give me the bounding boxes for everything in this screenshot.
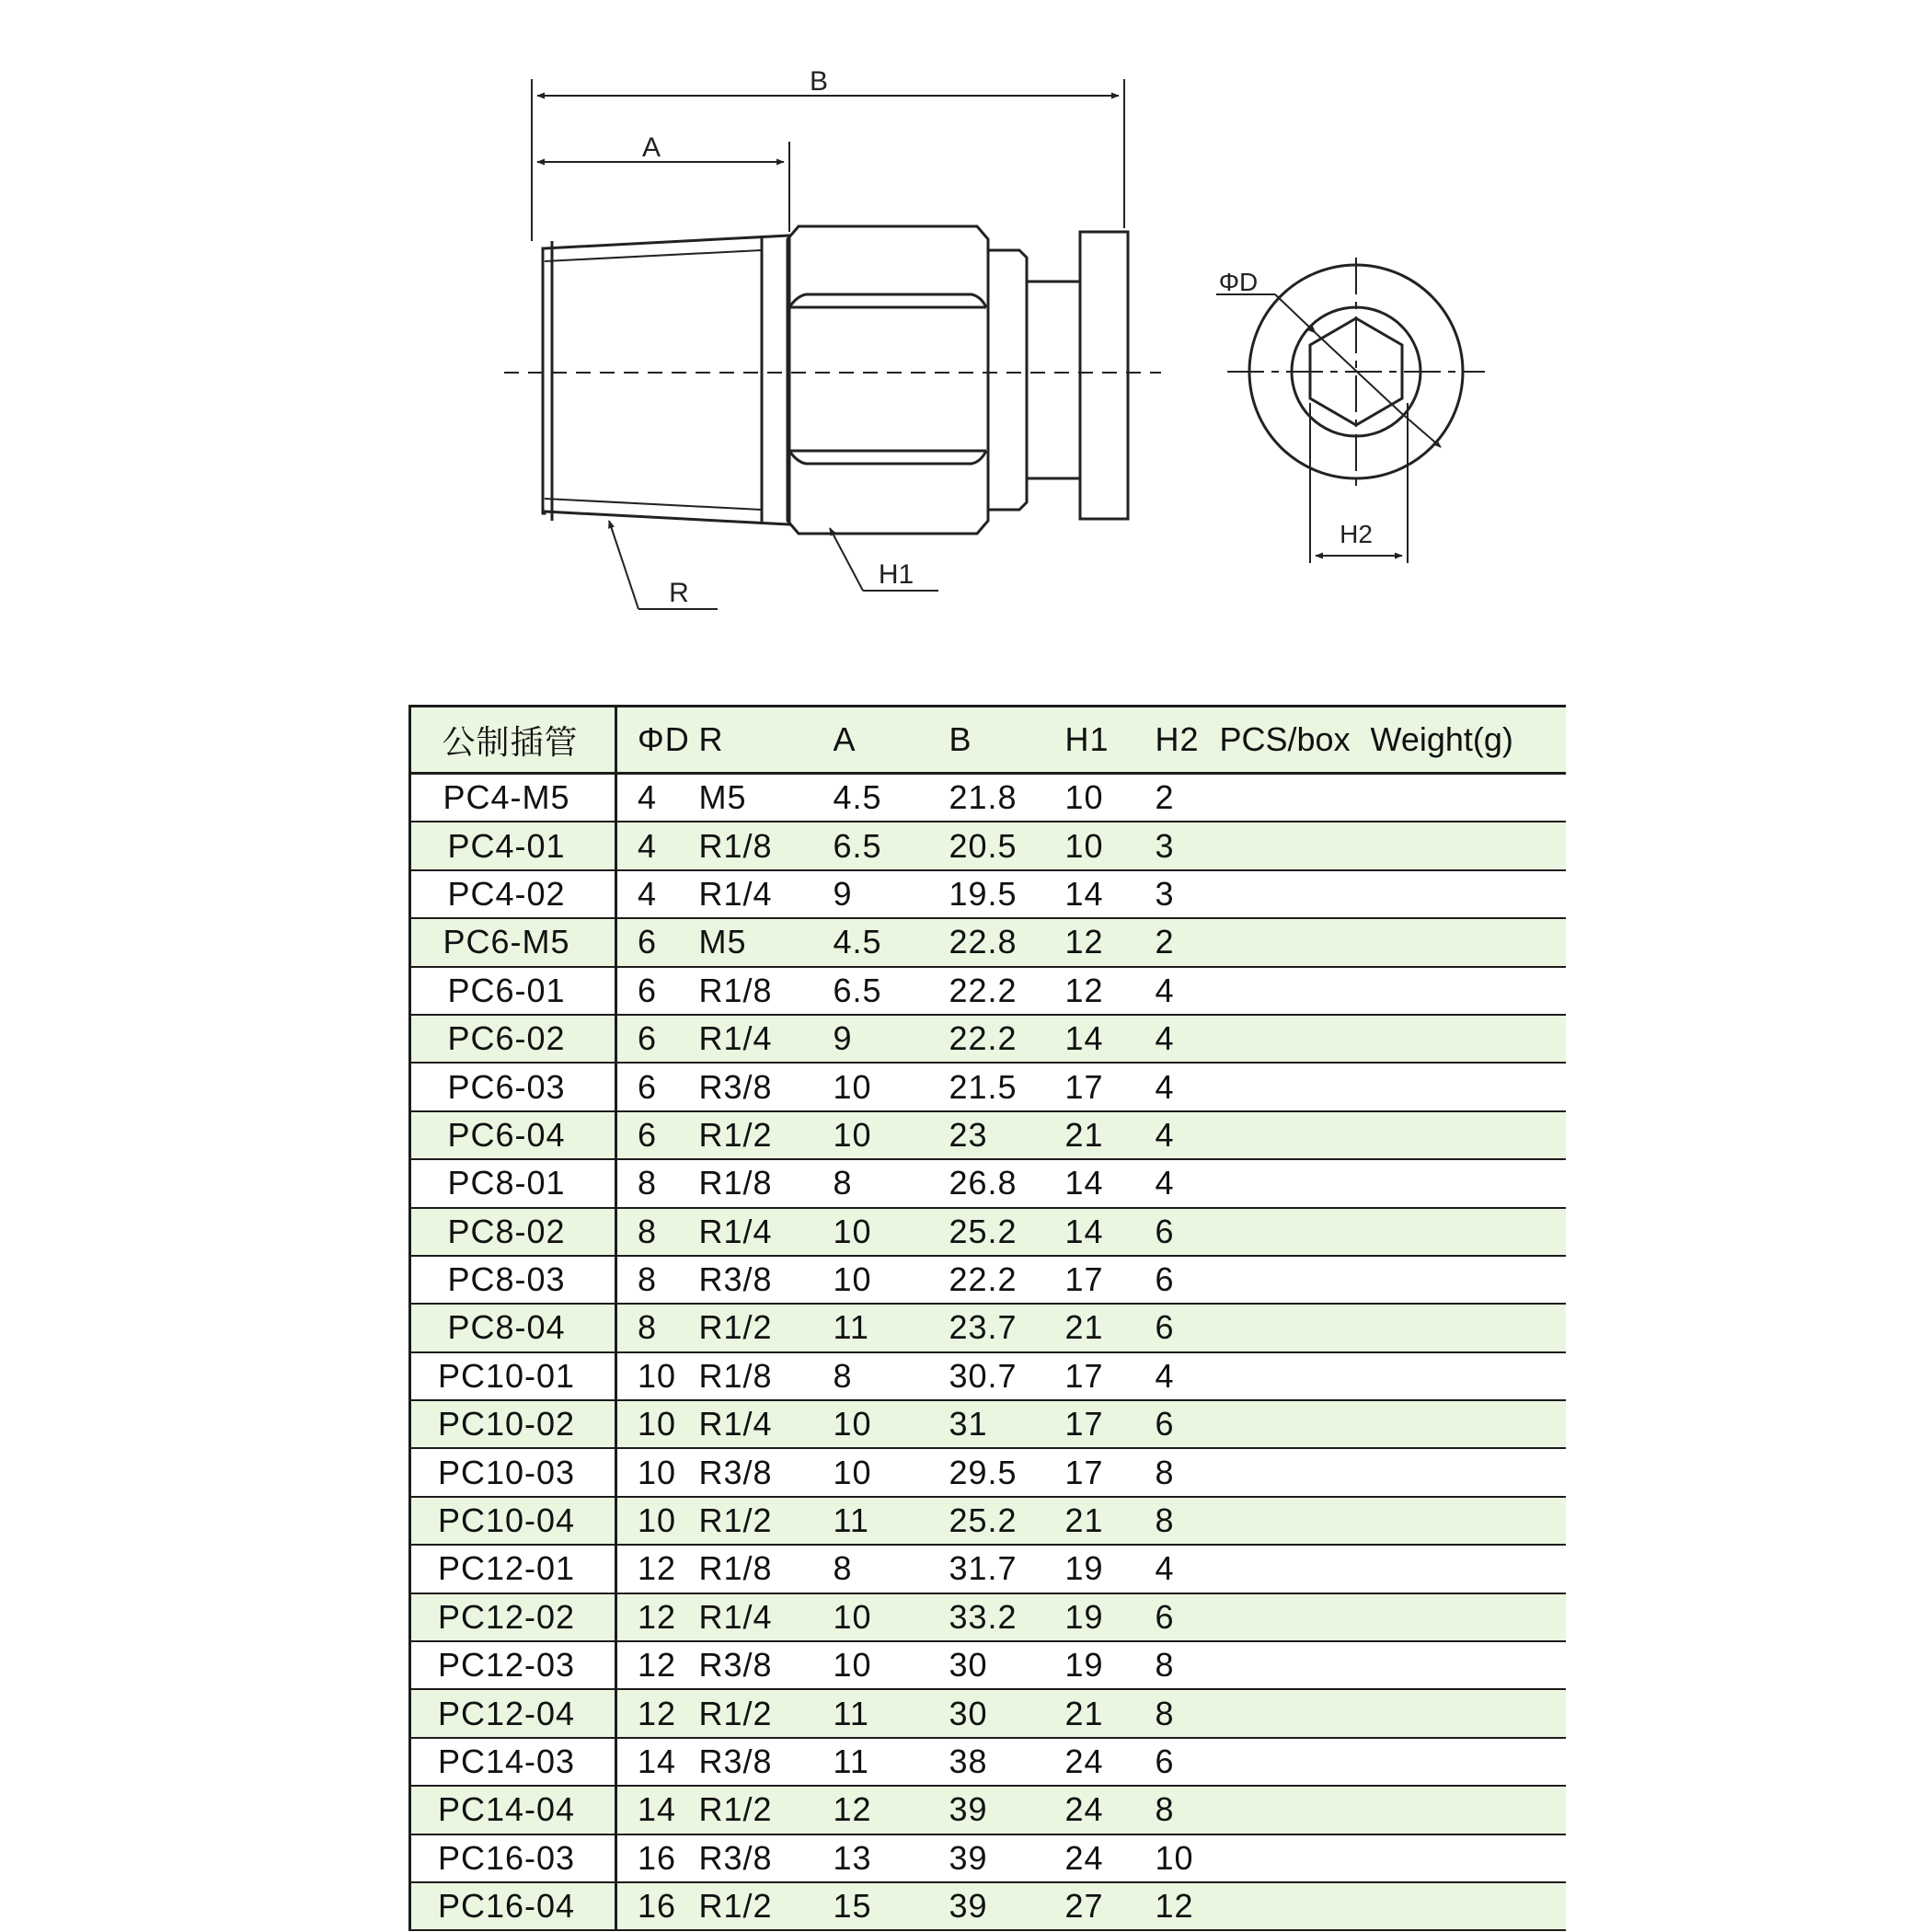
table-row: [410, 1689, 1566, 1737]
cell-phi-d: 8: [616, 1304, 699, 1351]
cell-pcs-box: [1220, 1882, 1371, 1930]
cell-h2: 4: [1156, 1015, 1220, 1063]
cell-r: R3/8: [699, 1834, 834, 1882]
cell-a: 8: [834, 1545, 949, 1593]
cell-a: 11: [834, 1689, 949, 1737]
cell-pcs-box: [1220, 1015, 1371, 1063]
cell-r: R1/2: [699, 1786, 834, 1834]
header-weight: Weight(g): [1371, 707, 1566, 774]
cell-weight: [1371, 822, 1566, 869]
cell-model: PC10-01: [410, 1352, 616, 1400]
cell-b: 22.2: [949, 1015, 1065, 1063]
cell-h1: 10: [1065, 774, 1156, 822]
label-h1: H1: [878, 559, 914, 590]
cell-r: R1/4: [699, 870, 834, 918]
cell-h1: 24: [1065, 1834, 1156, 1882]
cell-a: 13: [834, 1834, 949, 1882]
cell-phi-d: 6: [616, 1111, 699, 1159]
cell-a: 11: [834, 1738, 949, 1786]
cell-a: 10: [834, 1208, 949, 1256]
cell-phi-d: 10: [616, 1400, 699, 1448]
cell-b: 38: [949, 1738, 1065, 1786]
cell-b: 33.2: [949, 1593, 1065, 1641]
cell-weight: [1371, 774, 1566, 822]
cell-a: 6.5: [834, 967, 949, 1015]
cell-phi-d: 6: [616, 918, 699, 966]
cell-b: 30.7: [949, 1352, 1065, 1400]
cell-h2: 4: [1156, 1063, 1220, 1110]
cell-h1: 21: [1065, 1111, 1156, 1159]
cell-a: 8: [834, 1352, 949, 1400]
cell-phi-d: 8: [616, 1208, 699, 1256]
cell-h2: 12: [1156, 1882, 1220, 1930]
cell-model: PC14-04: [410, 1786, 616, 1834]
end-view: [1227, 258, 1485, 488]
hex-flat-bottom-curve: [789, 451, 986, 464]
cell-b: 19.5: [949, 870, 1065, 918]
cell-phi-d: 6: [616, 1063, 699, 1110]
cell-a: 10: [834, 1448, 949, 1496]
dimension-a: [537, 142, 789, 232]
cell-a: 15: [834, 1882, 949, 1930]
cell-h1: 14: [1065, 1159, 1156, 1207]
cell-weight: [1371, 1641, 1566, 1689]
cell-phi-d: 16: [616, 1882, 699, 1930]
cell-pcs-box: [1220, 1111, 1371, 1159]
cell-b: 39: [949, 1882, 1065, 1930]
cell-a: 10: [834, 1063, 949, 1110]
cell-a: 11: [834, 1304, 949, 1351]
neck: [988, 250, 1027, 510]
cell-a: 10: [834, 1111, 949, 1159]
table-row: [410, 822, 1566, 869]
cell-h1: 10: [1065, 822, 1156, 869]
table-row: [410, 1545, 1566, 1593]
cell-h2: 4: [1156, 1352, 1220, 1400]
header-pcs-box: PCS/box: [1220, 707, 1371, 774]
cell-b: 20.5: [949, 822, 1065, 869]
cell-a: 8: [834, 1159, 949, 1207]
cell-a: 11: [834, 1497, 949, 1545]
cell-pcs-box: [1220, 918, 1371, 966]
cell-a: 4.5: [834, 918, 949, 966]
cell-model: PC6-01: [410, 967, 616, 1015]
table-row: [410, 870, 1566, 918]
cell-pcs-box: [1220, 967, 1371, 1015]
table-header-row: [410, 707, 1566, 774]
table-row: [410, 967, 1566, 1015]
cell-weight: [1371, 1738, 1566, 1786]
cell-r: R3/8: [699, 1448, 834, 1496]
cell-pcs-box: [1220, 1786, 1371, 1834]
cell-pcs-box: [1220, 1208, 1371, 1256]
cell-h1: 21: [1065, 1497, 1156, 1545]
cell-h2: 6: [1156, 1738, 1220, 1786]
cell-model: PC4-01: [410, 822, 616, 869]
cell-model: PC8-03: [410, 1256, 616, 1304]
cell-weight: [1371, 1063, 1566, 1110]
cell-r: R1/4: [699, 1593, 834, 1641]
spec-table: [408, 705, 1566, 1931]
cell-weight: [1371, 1882, 1566, 1930]
cell-phi-d: 10: [616, 1352, 699, 1400]
cell-model: PC16-04: [410, 1882, 616, 1930]
cell-phi-d: 4: [616, 870, 699, 918]
cell-model: PC10-02: [410, 1400, 616, 1448]
cell-phi-d: 6: [616, 967, 699, 1015]
table-row: [410, 1015, 1566, 1063]
cell-model: PC12-04: [410, 1689, 616, 1737]
cell-h2: 4: [1156, 1545, 1220, 1593]
cell-phi-d: 14: [616, 1786, 699, 1834]
cell-h1: 19: [1065, 1641, 1156, 1689]
cell-r: R1/2: [699, 1497, 834, 1545]
cell-h2: 8: [1156, 1689, 1220, 1737]
cell-model: PC12-03: [410, 1641, 616, 1689]
cell-h2: 6: [1156, 1593, 1220, 1641]
cell-pcs-box: [1220, 1593, 1371, 1641]
cell-a: 12: [834, 1786, 949, 1834]
cell-weight: [1371, 1256, 1566, 1304]
side-view: [504, 226, 1161, 534]
collar-stem: [1027, 282, 1080, 478]
cell-pcs-box: [1220, 774, 1371, 822]
cell-r: R1/8: [699, 1159, 834, 1207]
table-row: [410, 1208, 1566, 1256]
label-h2: H2: [1340, 520, 1373, 548]
cell-model: PC14-03: [410, 1738, 616, 1786]
cell-r: R1/8: [699, 822, 834, 869]
cell-h2: 6: [1156, 1208, 1220, 1256]
cell-h2: 3: [1156, 870, 1220, 918]
table-row: [410, 774, 1566, 822]
cell-h1: 14: [1065, 1015, 1156, 1063]
cell-r: M5: [699, 918, 834, 966]
cell-r: R1/4: [699, 1015, 834, 1063]
cell-pcs-box: [1220, 1689, 1371, 1737]
cell-phi-d: 14: [616, 1738, 699, 1786]
cell-r: R1/4: [699, 1400, 834, 1448]
label-b: B: [809, 66, 829, 97]
cell-weight: [1371, 1497, 1566, 1545]
fitting-technical-drawing: [0, 0, 1932, 681]
table-row: [410, 1882, 1566, 1930]
cell-b: 31.7: [949, 1545, 1065, 1593]
cell-weight: [1371, 1689, 1566, 1737]
cell-h1: 12: [1065, 918, 1156, 966]
cell-r: M5: [699, 774, 834, 822]
cell-r: R1/4: [699, 1208, 834, 1256]
cell-weight: [1371, 1352, 1566, 1400]
table-row: [410, 1304, 1566, 1351]
cell-weight: [1371, 1400, 1566, 1448]
cell-r: R1/8: [699, 967, 834, 1015]
cell-pcs-box: [1220, 870, 1371, 918]
cell-h2: 8: [1156, 1786, 1220, 1834]
dimension-b: [532, 79, 1124, 241]
thread-root-line-bottom: [545, 499, 762, 510]
header-r: R: [699, 707, 834, 774]
table-row: [410, 1256, 1566, 1304]
table-row: [410, 1497, 1566, 1545]
cell-model: PC6-02: [410, 1015, 616, 1063]
cell-r: R1/2: [699, 1304, 834, 1351]
cell-b: 21.5: [949, 1063, 1065, 1110]
cell-h2: 8: [1156, 1641, 1220, 1689]
table-row: [410, 918, 1566, 966]
cell-pcs-box: [1220, 1448, 1371, 1496]
cell-r: R3/8: [699, 1063, 834, 1110]
cell-h1: 14: [1065, 870, 1156, 918]
cell-h2: 6: [1156, 1256, 1220, 1304]
cell-model: PC8-02: [410, 1208, 616, 1256]
cell-h1: 17: [1065, 1352, 1156, 1400]
cell-b: 30: [949, 1689, 1065, 1737]
cell-weight: [1371, 967, 1566, 1015]
cell-h1: 17: [1065, 1400, 1156, 1448]
table-row: [410, 1111, 1566, 1159]
cell-h1: 19: [1065, 1593, 1156, 1641]
cell-h1: 24: [1065, 1738, 1156, 1786]
cell-b: 39: [949, 1786, 1065, 1834]
cell-r: R1/8: [699, 1352, 834, 1400]
cell-weight: [1371, 1593, 1566, 1641]
cell-b: 22.2: [949, 1256, 1065, 1304]
cell-model: PC4-02: [410, 870, 616, 918]
table-row: [410, 1738, 1566, 1786]
cell-model: PC12-01: [410, 1545, 616, 1593]
cell-phi-d: 6: [616, 1015, 699, 1063]
cell-h2: 8: [1156, 1448, 1220, 1496]
table-row: [410, 1063, 1566, 1110]
cell-pcs-box: [1220, 1738, 1371, 1786]
cell-phi-d: 8: [616, 1256, 699, 1304]
cell-h2: 2: [1156, 774, 1220, 822]
cell-b: 26.8: [949, 1159, 1065, 1207]
cell-r: R3/8: [699, 1738, 834, 1786]
cell-h1: 19: [1065, 1545, 1156, 1593]
cell-b: 22.2: [949, 967, 1065, 1015]
cell-a: 10: [834, 1400, 949, 1448]
cell-pcs-box: [1220, 1159, 1371, 1207]
cell-b: 21.8: [949, 774, 1065, 822]
cell-h1: 17: [1065, 1063, 1156, 1110]
cell-model: PC6-04: [410, 1111, 616, 1159]
header-phi-d: ΦD: [616, 707, 699, 774]
leader-r: [609, 521, 718, 609]
release-collar: [1080, 232, 1128, 519]
cell-h2: 6: [1156, 1304, 1220, 1351]
cell-h2: 2: [1156, 918, 1220, 966]
cell-a: 10: [834, 1256, 949, 1304]
cell-phi-d: 12: [616, 1593, 699, 1641]
cell-h2: 3: [1156, 822, 1220, 869]
cell-b: 25.2: [949, 1208, 1065, 1256]
cell-h1: 27: [1065, 1882, 1156, 1930]
thread-root-line: [545, 250, 762, 261]
label-a: A: [641, 132, 661, 163]
cell-b: 23.7: [949, 1304, 1065, 1351]
cell-pcs-box: [1220, 1834, 1371, 1882]
cell-pcs-box: [1220, 822, 1371, 869]
cell-a: 6.5: [834, 822, 949, 869]
label-phi-d: ΦD: [1218, 268, 1259, 296]
cell-b: 22.8: [949, 918, 1065, 966]
header-h1: H1: [1065, 707, 1156, 774]
table-row: [410, 1641, 1566, 1689]
table-row: [410, 1400, 1566, 1448]
cell-h2: 10: [1156, 1834, 1220, 1882]
table-row: [410, 1786, 1566, 1834]
cell-phi-d: 12: [616, 1545, 699, 1593]
table-row: [410, 1352, 1566, 1400]
cell-a: 10: [834, 1641, 949, 1689]
cell-weight: [1371, 1015, 1566, 1063]
cell-h2: 4: [1156, 1111, 1220, 1159]
cell-pcs-box: [1220, 1352, 1371, 1400]
cell-a: 9: [834, 1015, 949, 1063]
cell-pcs-box: [1220, 1256, 1371, 1304]
cell-model: PC10-04: [410, 1497, 616, 1545]
header-a: A: [834, 707, 949, 774]
table-row: [410, 1159, 1566, 1207]
table-row: [410, 1448, 1566, 1496]
cell-h2: 4: [1156, 967, 1220, 1015]
cell-weight: [1371, 870, 1566, 918]
cell-b: 23: [949, 1111, 1065, 1159]
cell-model: PC12-02: [410, 1593, 616, 1641]
cell-h2: 4: [1156, 1159, 1220, 1207]
hex-flat-top-curve: [789, 294, 986, 307]
cell-phi-d: 16: [616, 1834, 699, 1882]
cell-phi-d: 8: [616, 1159, 699, 1207]
cell-phi-d: 10: [616, 1448, 699, 1496]
header-model: 公制插管: [410, 707, 616, 774]
cell-phi-d: 12: [616, 1689, 699, 1737]
cell-weight: [1371, 1159, 1566, 1207]
cell-phi-d: 4: [616, 822, 699, 869]
cell-b: 39: [949, 1834, 1065, 1882]
header-b: B: [949, 707, 1065, 774]
cell-phi-d: 12: [616, 1641, 699, 1689]
thread-body: [543, 236, 789, 524]
cell-b: 29.5: [949, 1448, 1065, 1496]
cell-h2: 8: [1156, 1497, 1220, 1545]
cell-weight: [1371, 918, 1566, 966]
cell-b: 25.2: [949, 1497, 1065, 1545]
cell-model: PC8-04: [410, 1304, 616, 1351]
cell-pcs-box: [1220, 1545, 1371, 1593]
cell-h1: 14: [1065, 1208, 1156, 1256]
cell-weight: [1371, 1545, 1566, 1593]
cell-h1: 12: [1065, 967, 1156, 1015]
cell-r: R3/8: [699, 1256, 834, 1304]
cell-h2: 6: [1156, 1400, 1220, 1448]
cell-model: PC4-M5: [410, 774, 616, 822]
cell-h1: 24: [1065, 1786, 1156, 1834]
cell-pcs-box: [1220, 1304, 1371, 1351]
cell-pcs-box: [1220, 1497, 1371, 1545]
cell-a: 9: [834, 870, 949, 918]
cell-phi-d: 4: [616, 774, 699, 822]
cell-pcs-box: [1220, 1063, 1371, 1110]
table-row: [410, 1593, 1566, 1641]
cell-a: 4.5: [834, 774, 949, 822]
cell-phi-d: 10: [616, 1497, 699, 1545]
cell-model: PC6-M5: [410, 918, 616, 966]
label-r: R: [669, 578, 689, 608]
cell-weight: [1371, 1786, 1566, 1834]
cell-b: 31: [949, 1400, 1065, 1448]
table-row: [410, 1834, 1566, 1882]
cell-h1: 21: [1065, 1689, 1156, 1737]
cell-r: R1/2: [699, 1111, 834, 1159]
cell-a: 10: [834, 1593, 949, 1641]
cell-pcs-box: [1220, 1641, 1371, 1689]
cell-r: R1/2: [699, 1882, 834, 1930]
cell-b: 30: [949, 1641, 1065, 1689]
cell-r: R1/2: [699, 1689, 834, 1737]
hex-body: [788, 226, 988, 534]
cell-weight: [1371, 1208, 1566, 1256]
cell-weight: [1371, 1304, 1566, 1351]
header-h2: H2: [1156, 707, 1220, 774]
cell-h1: 21: [1065, 1304, 1156, 1351]
cell-model: PC16-03: [410, 1834, 616, 1882]
cell-weight: [1371, 1834, 1566, 1882]
cell-model: PC8-01: [410, 1159, 616, 1207]
cell-h1: 17: [1065, 1256, 1156, 1304]
cell-r: R1/8: [699, 1545, 834, 1593]
cell-model: PC6-03: [410, 1063, 616, 1110]
cell-h1: 17: [1065, 1448, 1156, 1496]
cell-r: R3/8: [699, 1641, 834, 1689]
cell-model: PC10-03: [410, 1448, 616, 1496]
cell-pcs-box: [1220, 1400, 1371, 1448]
cell-weight: [1371, 1111, 1566, 1159]
cell-weight: [1371, 1448, 1566, 1496]
